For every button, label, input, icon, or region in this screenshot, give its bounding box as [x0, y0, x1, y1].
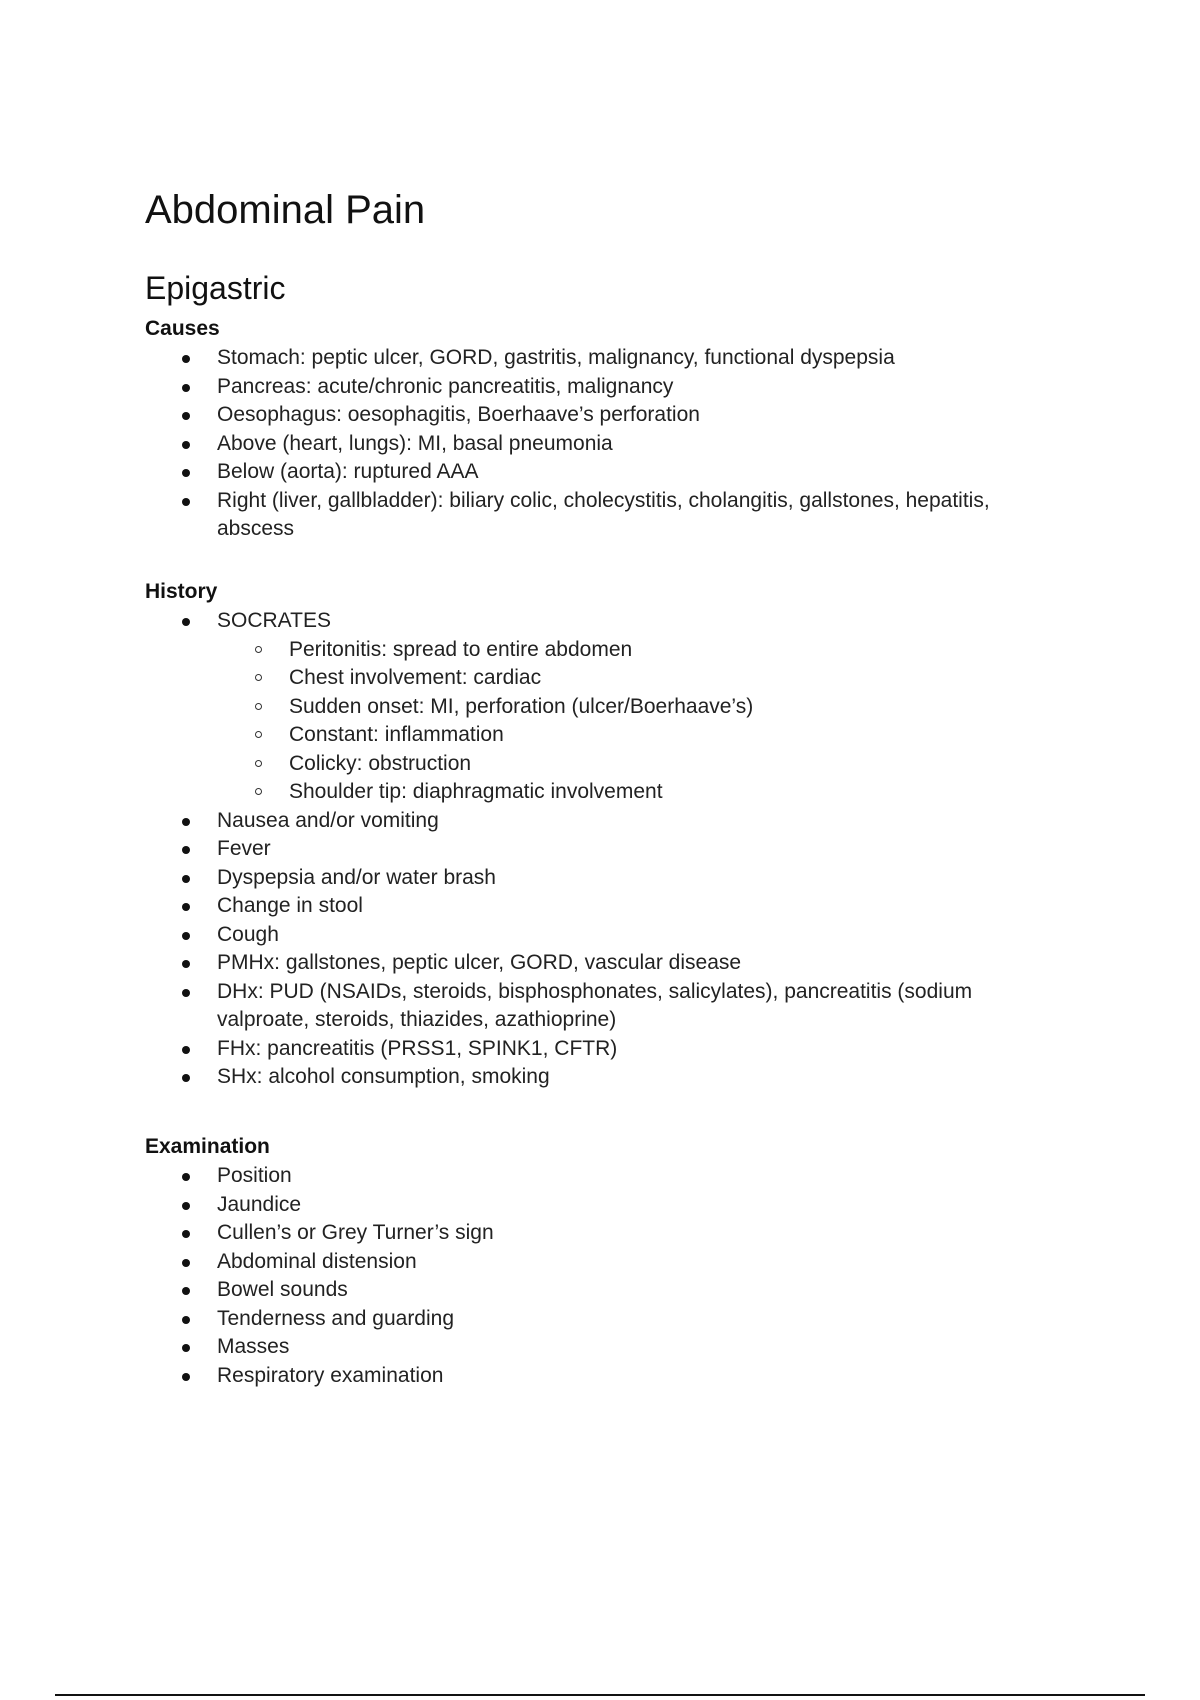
bullet-icon — [182, 1074, 190, 1082]
list-item — [0, 458, 1047, 487]
list-item — [0, 807, 1047, 836]
list-item-text: Nausea and/or vomiting — [217, 808, 439, 832]
list-item — [0, 1063, 1047, 1092]
list-item — [0, 1162, 1047, 1191]
list-item — [0, 892, 1047, 921]
causes-list — [0, 344, 1047, 544]
list-item — [0, 373, 1047, 402]
bottom-divider — [55, 1694, 1145, 1696]
list-item-text: Respiratory examination — [217, 1363, 444, 1387]
sublist-item-text: Sudden onset: MI, perforation (ulcer/Boerhaave’s) — [289, 694, 754, 718]
socrates-sublist — [217, 636, 1047, 807]
list-item — [0, 949, 1047, 978]
sublist-item-text: Peritonitis: spread to entire abdomen — [289, 637, 633, 661]
hollow-bullet-icon — [255, 646, 262, 653]
list-item-text: Abdominal distension — [217, 1249, 417, 1273]
bullet-icon — [182, 989, 190, 997]
bullet-icon — [182, 469, 190, 477]
bullet-icon — [182, 1259, 190, 1267]
bullet-icon — [182, 818, 190, 826]
list-item-text: Masses — [217, 1335, 290, 1358]
history-heading: History — [145, 580, 218, 603]
sublist-item-text: Shoulder tip: diaphragmatic involvement — [289, 780, 663, 803]
list-item-text: SOCRATES — [217, 609, 331, 632]
list-item-text: Right (liver, gallbladder): biliary colic, cholecystitis, cholangitis, gallstones, hepatitis, abscess — [217, 488, 990, 540]
list-item-text: Cullen’s or Grey Turner’s sign — [217, 1221, 494, 1244]
bullet-icon — [182, 441, 190, 449]
list-item — [0, 1248, 1047, 1277]
list-item — [0, 607, 1047, 807]
list-item-text: Tenderness and guarding — [217, 1306, 455, 1330]
bullet-icon — [182, 932, 190, 940]
list-item-text: Bowel sounds — [217, 1278, 348, 1301]
list-item — [0, 1035, 1047, 1064]
list-item-text: PMHx: gallstones, peptic ulcer, GORD, vascular disease — [217, 951, 742, 974]
bullet-icon — [182, 903, 190, 911]
bullet-icon — [182, 498, 190, 506]
bullet-icon — [182, 1316, 190, 1324]
page-title: Abdominal Pain — [145, 188, 426, 232]
list-item-text: Stomach: peptic ulcer, GORD, gastritis, malignancy, functional dyspepsia — [217, 346, 895, 369]
sublist-item — [217, 636, 1047, 665]
list-item-text: Fever — [217, 837, 271, 860]
list-item — [0, 344, 1047, 373]
list-item-text: Dyspepsia and/or water brash — [217, 865, 496, 889]
list-item-text: Cough — [217, 922, 279, 946]
list-item — [0, 1191, 1047, 1220]
list-item-text: Below (aorta): ruptured AAA — [217, 460, 479, 483]
bullet-icon — [182, 1287, 190, 1295]
list-item — [0, 835, 1047, 864]
sublist-item — [217, 693, 1047, 722]
list-item — [0, 1333, 1047, 1362]
bullet-icon — [182, 1046, 190, 1054]
bullet-icon — [182, 384, 190, 392]
bullet-icon — [182, 355, 190, 363]
list-item-text: SHx: alcohol consumption, smoking — [217, 1065, 550, 1088]
bullet-icon — [182, 875, 190, 883]
list-item-text: Above (heart, lungs): MI, basal pneumonia — [217, 431, 613, 455]
hollow-bullet-icon — [255, 731, 262, 738]
list-item — [0, 978, 1047, 1035]
bullet-icon — [182, 1202, 190, 1210]
bullet-icon — [182, 1373, 190, 1381]
bullet-icon — [182, 1344, 190, 1352]
hollow-bullet-icon — [255, 760, 262, 767]
bullet-icon — [182, 846, 190, 854]
list-item — [0, 1219, 1047, 1248]
bullet-icon — [182, 1173, 190, 1181]
sublist-item — [217, 778, 1047, 807]
hollow-bullet-icon — [255, 674, 262, 681]
sublist-item — [217, 750, 1047, 779]
list-item — [0, 401, 1047, 430]
list-item — [0, 1305, 1047, 1334]
list-item-text: Jaundice — [217, 1192, 302, 1216]
hollow-bullet-icon — [255, 703, 262, 710]
list-item-text: Change in stool — [217, 894, 363, 917]
history-list — [0, 607, 1047, 1092]
bullet-icon — [182, 618, 190, 626]
list-item — [0, 864, 1047, 893]
examination-heading: Examination — [145, 1135, 270, 1158]
examination-list — [0, 1162, 1047, 1390]
bullet-icon — [182, 412, 190, 420]
list-item-text: Position — [217, 1164, 292, 1187]
list-item — [0, 1276, 1047, 1305]
list-item-text: Oesophagus: oesophagitis, Boerhaave’s perforation — [217, 403, 700, 426]
section-title-epigastric: Epigastric — [145, 270, 286, 306]
list-item-text: Pancreas: acute/chronic pancreatitis, malignancy — [217, 374, 674, 398]
bullet-icon — [182, 960, 190, 968]
list-item — [0, 430, 1047, 459]
sublist-item-text: Colicky: obstruction — [289, 751, 472, 775]
sublist-item-text: Chest involvement: cardiac — [289, 666, 542, 689]
list-item-text: DHx: PUD (NSAIDs, steroids, bisphosphonates, salicylates), pancreatitis (sodium valproate, steroids, thiazides, azathioprine) — [217, 979, 973, 1031]
list-item — [0, 921, 1047, 950]
sublist-item — [217, 721, 1047, 750]
causes-heading: Causes — [145, 317, 220, 340]
sublist-item-text: Constant: inflammation — [289, 723, 504, 746]
list-item — [0, 487, 1047, 544]
list-item-text: FHx: pancreatitis (PRSS1, SPINK1, CFTR) — [217, 1036, 618, 1060]
sublist-item — [217, 664, 1047, 693]
hollow-bullet-icon — [255, 788, 262, 795]
list-item — [0, 1362, 1047, 1391]
bullet-icon — [182, 1230, 190, 1238]
